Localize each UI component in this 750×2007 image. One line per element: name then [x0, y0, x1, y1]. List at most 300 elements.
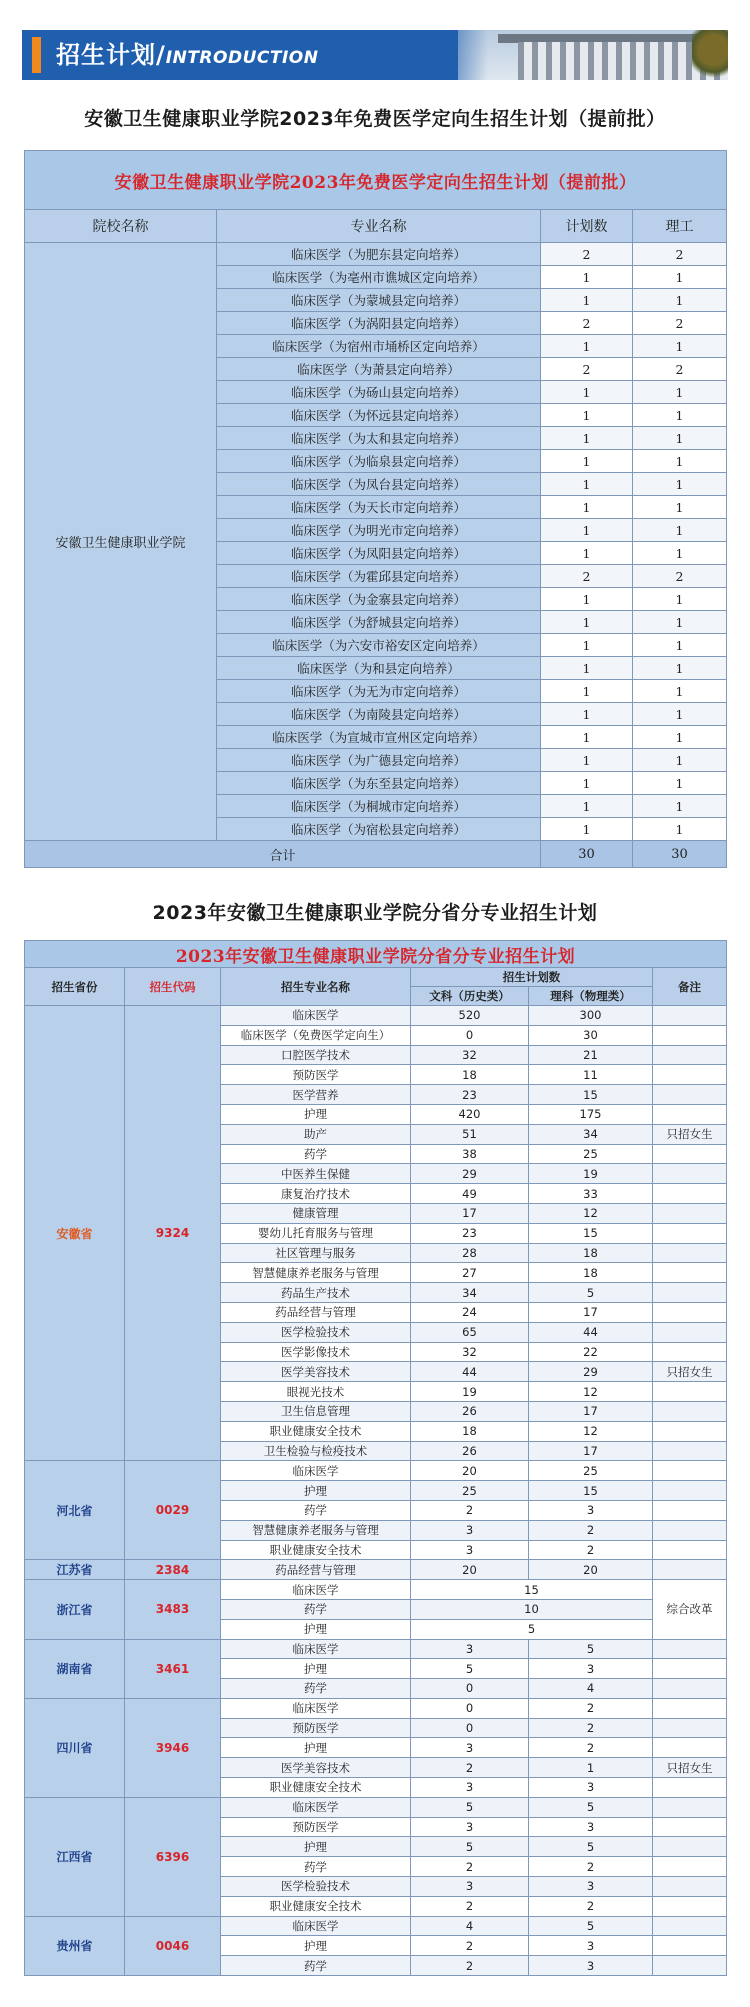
- note-cell: [653, 1184, 727, 1204]
- major-cell: 护理: [221, 1837, 411, 1857]
- major-cell: 职业健康安全技术: [221, 1540, 411, 1560]
- code-cell: 3461: [125, 1639, 221, 1698]
- sci-count-cell: 25: [529, 1461, 653, 1481]
- note-cell: [653, 1778, 727, 1798]
- arts-count-cell: 3: [411, 1520, 529, 1540]
- note-cell: [653, 1065, 727, 1085]
- major-cell: 临床医学（为蒙城县定向培养）: [217, 289, 541, 312]
- science-count-cell: 1: [633, 611, 727, 634]
- plan-count-cell: 1: [541, 335, 633, 358]
- arts-count-cell: 520: [411, 1006, 529, 1026]
- sci-count-cell: 3: [529, 1500, 653, 1520]
- arts-count-cell: 0: [411, 1679, 529, 1699]
- major-cell: 临床医学（为宣城市宣州区定向培养）: [217, 726, 541, 749]
- sci-count-cell: 12: [529, 1421, 653, 1441]
- note-cell: 只招女生: [653, 1362, 727, 1382]
- note-cell: [653, 1223, 727, 1243]
- arts-count-cell: 2: [411, 1857, 529, 1877]
- arts-count-cell: 18: [411, 1065, 529, 1085]
- science-count-cell: 2: [633, 565, 727, 588]
- major-cell: 临床医学（为亳州市谯城区定向培养）: [217, 266, 541, 289]
- sci-count-cell: 15: [529, 1223, 653, 1243]
- plan-total-cell: 5: [411, 1619, 653, 1639]
- major-cell: 临床医学（为六安市裕安区定向培养）: [217, 634, 541, 657]
- major-cell: 临床医学（免费医学定向生）: [221, 1025, 411, 1045]
- table1-caption: 安徽卫生健康职业学院2023年免费医学定向生招生计划（提前批）: [25, 151, 727, 210]
- sci-count-cell: 5: [529, 1797, 653, 1817]
- table-row: [25, 1698, 727, 1718]
- science-count-cell: 1: [633, 381, 727, 404]
- plan-count-cell: 1: [541, 749, 633, 772]
- plan-count-cell: 1: [541, 588, 633, 611]
- sci-count-cell: 21: [529, 1045, 653, 1065]
- code-cell: 2384: [125, 1560, 221, 1580]
- major-cell: 口腔医学技术: [221, 1045, 411, 1065]
- major-cell: 临床医学（为无为市定向培养）: [217, 680, 541, 703]
- sci-count-cell: 5: [529, 1837, 653, 1857]
- header-code: 招生代码: [125, 968, 221, 1006]
- province-cell: 江西省: [25, 1797, 125, 1916]
- table-row: [25, 1006, 727, 1026]
- major-cell: 卫生检验与检疫技术: [221, 1441, 411, 1461]
- major-cell: 药学: [221, 1857, 411, 1877]
- code-cell: 0029: [125, 1461, 221, 1560]
- major-cell: 护理: [221, 1619, 411, 1639]
- plan-count-cell: 1: [541, 496, 633, 519]
- plan-count-cell: 1: [541, 726, 633, 749]
- major-cell: 预防医学: [221, 1065, 411, 1085]
- sci-count-cell: 30: [529, 1025, 653, 1045]
- plan-count-cell: 1: [541, 542, 633, 565]
- note-cell: [653, 1738, 727, 1758]
- major-cell: 护理: [221, 1659, 411, 1679]
- plan-count-cell: 1: [541, 427, 633, 450]
- arts-count-cell: 0: [411, 1698, 529, 1718]
- arts-count-cell: 5: [411, 1837, 529, 1857]
- plan-count-cell: 1: [541, 381, 633, 404]
- note-cell: [653, 1342, 727, 1362]
- header-plan-count: 招生计划数: [411, 968, 653, 987]
- province-cell: 贵州省: [25, 1916, 125, 1975]
- plan-count-cell: 1: [541, 795, 633, 818]
- plan-count-cell: 1: [541, 634, 633, 657]
- header-banner: [22, 30, 728, 80]
- major-cell: 中医养生保健: [221, 1164, 411, 1184]
- header-plan: 计划数: [541, 210, 633, 243]
- note-cell: [653, 1560, 727, 1580]
- major-cell: 药品经营与管理: [221, 1560, 411, 1580]
- major-cell: 医学检验技术: [221, 1877, 411, 1897]
- province-cell: 河北省: [25, 1461, 125, 1560]
- arts-count-cell: 20: [411, 1461, 529, 1481]
- major-cell: 护理: [221, 1104, 411, 1124]
- major-cell: 药品生产技术: [221, 1283, 411, 1303]
- header-note: 备注: [653, 968, 727, 1006]
- arts-count-cell: 0: [411, 1025, 529, 1045]
- note-cell: [653, 1916, 727, 1936]
- note-cell: [653, 1857, 727, 1877]
- note-cell: [653, 1461, 727, 1481]
- code-cell: 9324: [125, 1006, 221, 1461]
- note-cell: [653, 1797, 727, 1817]
- banner-title: [56, 39, 318, 74]
- arts-count-cell: 17: [411, 1203, 529, 1223]
- arts-count-cell: 49: [411, 1184, 529, 1204]
- arts-count-cell: 23: [411, 1223, 529, 1243]
- major-cell: 助产: [221, 1124, 411, 1144]
- major-cell: 社区管理与服务: [221, 1243, 411, 1263]
- sci-count-cell: 18: [529, 1243, 653, 1263]
- total-plan: 30: [541, 841, 633, 868]
- science-count-cell: 1: [633, 795, 727, 818]
- major-cell: 医学营养: [221, 1085, 411, 1105]
- plan-count-cell: 1: [541, 772, 633, 795]
- sci-count-cell: 3: [529, 1778, 653, 1798]
- major-cell: 护理: [221, 1481, 411, 1501]
- major-cell: 临床医学（为肥东县定向培养）: [217, 243, 541, 266]
- arts-count-cell: 3: [411, 1738, 529, 1758]
- total-science: 30: [633, 841, 727, 868]
- sci-count-cell: 15: [529, 1085, 653, 1105]
- science-count-cell: 1: [633, 473, 727, 496]
- sci-count-cell: 3: [529, 1817, 653, 1837]
- sci-count-cell: 3: [529, 1936, 653, 1956]
- major-cell: 临床医学（为怀远县定向培养）: [217, 404, 541, 427]
- sci-count-cell: 3: [529, 1956, 653, 1976]
- arts-count-cell: 65: [411, 1322, 529, 1342]
- arts-count-cell: 23: [411, 1085, 529, 1105]
- science-count-cell: 1: [633, 657, 727, 680]
- major-cell: 临床医学: [221, 1580, 411, 1600]
- arts-count-cell: 32: [411, 1045, 529, 1065]
- province-cell: 江苏省: [25, 1560, 125, 1580]
- major-cell: 临床医学（为南陵县定向培养）: [217, 703, 541, 726]
- arts-count-cell: 25: [411, 1481, 529, 1501]
- header-arts: 文科（历史类）: [411, 987, 529, 1006]
- major-cell: 临床医学（为宿州市埇桥区定向培养）: [217, 335, 541, 358]
- note-cell: [653, 1144, 727, 1164]
- arts-count-cell: 51: [411, 1124, 529, 1144]
- arts-count-cell: 5: [411, 1659, 529, 1679]
- arts-count-cell: 38: [411, 1144, 529, 1164]
- note-cell: 综合改革: [653, 1580, 727, 1639]
- sci-count-cell: 2: [529, 1698, 653, 1718]
- major-cell: 眼视光技术: [221, 1382, 411, 1402]
- major-cell: 临床医学（为桐城市定向培养）: [217, 795, 541, 818]
- sci-count-cell: 17: [529, 1302, 653, 1322]
- sci-count-cell: 18: [529, 1263, 653, 1283]
- science-count-cell: 1: [633, 427, 727, 450]
- sci-count-cell: 1: [529, 1758, 653, 1778]
- code-cell: 3483: [125, 1580, 221, 1639]
- plan-count-cell: 1: [541, 680, 633, 703]
- arts-count-cell: 2: [411, 1758, 529, 1778]
- major-cell: 临床医学（为明光市定向培养）: [217, 519, 541, 542]
- science-count-cell: 1: [633, 588, 727, 611]
- plan-count-cell: 1: [541, 519, 633, 542]
- major-cell: 医学美容技术: [221, 1362, 411, 1382]
- sci-count-cell: 29: [529, 1362, 653, 1382]
- province-cell: 安徽省: [25, 1006, 125, 1461]
- major-cell: 药学: [221, 1956, 411, 1976]
- note-cell: [653, 1659, 727, 1679]
- plan-count-cell: 2: [541, 565, 633, 588]
- major-cell: 职业健康安全技术: [221, 1421, 411, 1441]
- major-cell: 职业健康安全技术: [221, 1896, 411, 1916]
- plan-count-cell: 1: [541, 703, 633, 726]
- note-cell: [653, 1283, 727, 1303]
- major-cell: 职业健康安全技术: [221, 1778, 411, 1798]
- plan-count-cell: 2: [541, 358, 633, 381]
- arts-count-cell: 2: [411, 1896, 529, 1916]
- sci-count-cell: 25: [529, 1144, 653, 1164]
- major-cell: 医学检验技术: [221, 1322, 411, 1342]
- note-cell: [653, 1441, 727, 1461]
- major-cell: 药品经营与管理: [221, 1302, 411, 1322]
- code-cell: 6396: [125, 1797, 221, 1916]
- major-cell: 护理: [221, 1738, 411, 1758]
- major-cell: 健康管理: [221, 1203, 411, 1223]
- science-count-cell: 1: [633, 542, 727, 565]
- plan-total-cell: 15: [411, 1580, 653, 1600]
- note-cell: 只招女生: [653, 1758, 727, 1778]
- major-cell: 智慧健康养老服务与管理: [221, 1520, 411, 1540]
- science-count-cell: 2: [633, 312, 727, 335]
- note-cell: [653, 1263, 727, 1283]
- sci-count-cell: 3: [529, 1877, 653, 1897]
- major-cell: 预防医学: [221, 1817, 411, 1837]
- note-cell: [653, 1520, 727, 1540]
- sci-count-cell: 2: [529, 1520, 653, 1540]
- table-row: [25, 1639, 727, 1659]
- code-cell: 0046: [125, 1916, 221, 1975]
- table-row: [25, 243, 727, 266]
- major-cell: 临床医学（为霍邱县定向培养）: [217, 565, 541, 588]
- targeted-plan-table: [24, 150, 727, 868]
- arts-count-cell: 3: [411, 1778, 529, 1798]
- sci-count-cell: 4: [529, 1679, 653, 1699]
- note-cell: [653, 1500, 727, 1520]
- sci-count-cell: 12: [529, 1382, 653, 1402]
- major-cell: 临床医学: [221, 1797, 411, 1817]
- major-cell: 医学影像技术: [221, 1342, 411, 1362]
- note-cell: [653, 1382, 727, 1402]
- sci-count-cell: 11: [529, 1065, 653, 1085]
- building-photo: [458, 30, 728, 80]
- header-major: 专业名称: [217, 210, 541, 243]
- major-cell: 临床医学（为金寨县定向培养）: [217, 588, 541, 611]
- note-cell: [653, 1025, 727, 1045]
- sci-count-cell: 2: [529, 1718, 653, 1738]
- note-cell: [653, 1045, 727, 1065]
- major-cell: 临床医学（为宿松县定向培养）: [217, 818, 541, 841]
- arts-count-cell: 20: [411, 1560, 529, 1580]
- banner-title-en: INTRODUCTION: [165, 48, 319, 68]
- sci-count-cell: 19: [529, 1164, 653, 1184]
- arts-count-cell: 18: [411, 1421, 529, 1441]
- major-cell: 临床医学: [221, 1006, 411, 1026]
- arts-count-cell: 2: [411, 1936, 529, 1956]
- plan-count-cell: 2: [541, 243, 633, 266]
- sci-count-cell: 3: [529, 1659, 653, 1679]
- major-cell: 康复治疗技术: [221, 1184, 411, 1204]
- header-major-name: 招生专业名称: [221, 968, 411, 1006]
- sci-count-cell: 5: [529, 1916, 653, 1936]
- note-cell: [653, 1481, 727, 1501]
- arts-count-cell: 27: [411, 1263, 529, 1283]
- sci-count-cell: 2: [529, 1738, 653, 1758]
- note-cell: [653, 1104, 727, 1124]
- arts-count-cell: 34: [411, 1283, 529, 1303]
- note-cell: [653, 1401, 727, 1421]
- arts-count-cell: 3: [411, 1540, 529, 1560]
- science-count-cell: 1: [633, 289, 727, 312]
- major-cell: 临床医学: [221, 1916, 411, 1936]
- arts-count-cell: 29: [411, 1164, 529, 1184]
- banner-title-cn: 招生计划/: [56, 41, 166, 69]
- major-cell: 临床医学（为萧县定向培养）: [217, 358, 541, 381]
- major-cell: 医学美容技术: [221, 1758, 411, 1778]
- arts-count-cell: 28: [411, 1243, 529, 1263]
- plan-count-cell: 1: [541, 450, 633, 473]
- header-province: 招生省份: [25, 968, 125, 1006]
- major-cell: 预防医学: [221, 1718, 411, 1738]
- science-count-cell: 1: [633, 335, 727, 358]
- table-row: [25, 1797, 727, 1817]
- code-cell: 3946: [125, 1698, 221, 1797]
- note-cell: [653, 1164, 727, 1184]
- sci-count-cell: 12: [529, 1203, 653, 1223]
- table-row: [25, 1560, 727, 1580]
- note-cell: [653, 1421, 727, 1441]
- major-cell: 临床医学（为临泉县定向培养）: [217, 450, 541, 473]
- major-cell: 临床医学（为舒城县定向培养）: [217, 611, 541, 634]
- section2-heading: 2023年安徽卫生健康职业学院分省分专业招生计划: [152, 902, 598, 924]
- major-cell: 药学: [221, 1144, 411, 1164]
- table-row: [25, 1580, 727, 1600]
- arts-count-cell: 26: [411, 1441, 529, 1461]
- science-count-cell: 1: [633, 726, 727, 749]
- sci-count-cell: 2: [529, 1857, 653, 1877]
- note-cell: [653, 1203, 727, 1223]
- note-cell: [653, 1085, 727, 1105]
- arts-count-cell: 2: [411, 1500, 529, 1520]
- major-cell: 临床医学（为太和县定向培养）: [217, 427, 541, 450]
- sci-count-cell: 15: [529, 1481, 653, 1501]
- note-cell: [653, 1243, 727, 1263]
- province-plan-table: [24, 940, 727, 1976]
- table-row: [25, 1461, 727, 1481]
- note-cell: [653, 1639, 727, 1659]
- table2-caption: 2023年安徽卫生健康职业学院分省分专业招生计划: [25, 941, 727, 968]
- table-row: [25, 1916, 727, 1936]
- major-cell: 卫生信息管理: [221, 1401, 411, 1421]
- major-cell: 婴幼儿托育服务与管理: [221, 1223, 411, 1243]
- sci-count-cell: 17: [529, 1441, 653, 1461]
- sci-count-cell: 300: [529, 1006, 653, 1026]
- arts-count-cell: 32: [411, 1342, 529, 1362]
- major-cell: 药学: [221, 1500, 411, 1520]
- major-cell: 临床医学（为凤阳县定向培养）: [217, 542, 541, 565]
- science-count-cell: 1: [633, 818, 727, 841]
- sci-count-cell: 22: [529, 1342, 653, 1362]
- header-science: 理工: [633, 210, 727, 243]
- note-cell: [653, 1837, 727, 1857]
- plan-count-cell: 1: [541, 289, 633, 312]
- sci-count-cell: 44: [529, 1322, 653, 1342]
- section1-heading: 安徽卫生健康职业学院2023年免费医学定向生招生计划（提前批）: [84, 108, 666, 130]
- note-cell: [653, 1896, 727, 1916]
- arts-count-cell: 420: [411, 1104, 529, 1124]
- arts-count-cell: 3: [411, 1817, 529, 1837]
- major-cell: 临床医学（为砀山县定向培养）: [217, 381, 541, 404]
- major-cell: 临床医学（为东至县定向培养）: [217, 772, 541, 795]
- plan-count-cell: 1: [541, 473, 633, 496]
- plan-count-cell: 2: [541, 312, 633, 335]
- sci-count-cell: 5: [529, 1639, 653, 1659]
- science-count-cell: 1: [633, 680, 727, 703]
- arts-count-cell: 2: [411, 1956, 529, 1976]
- note-cell: [653, 1302, 727, 1322]
- major-cell: 临床医学: [221, 1639, 411, 1659]
- science-count-cell: 1: [633, 634, 727, 657]
- province-cell: 湖南省: [25, 1639, 125, 1698]
- plan-count-cell: 1: [541, 657, 633, 680]
- note-cell: [653, 1322, 727, 1342]
- plan-count-cell: 1: [541, 266, 633, 289]
- header-school: 院校名称: [25, 210, 217, 243]
- science-count-cell: 1: [633, 749, 727, 772]
- science-count-cell: 1: [633, 703, 727, 726]
- note-cell: [653, 1936, 727, 1956]
- note-cell: [653, 1718, 727, 1738]
- sci-count-cell: 20: [529, 1560, 653, 1580]
- sci-count-cell: 5: [529, 1283, 653, 1303]
- major-cell: 药学: [221, 1599, 411, 1619]
- note-cell: [653, 1817, 727, 1837]
- plan-count-cell: 1: [541, 611, 633, 634]
- major-cell: 临床医学: [221, 1698, 411, 1718]
- note-cell: [653, 1540, 727, 1560]
- science-count-cell: 1: [633, 519, 727, 542]
- science-count-cell: 1: [633, 266, 727, 289]
- major-cell: 临床医学（为和县定向培养）: [217, 657, 541, 680]
- major-cell: 护理: [221, 1936, 411, 1956]
- science-count-cell: 1: [633, 450, 727, 473]
- arts-count-cell: 19: [411, 1382, 529, 1402]
- arts-count-cell: 3: [411, 1639, 529, 1659]
- plan-count-cell: 1: [541, 404, 633, 427]
- arts-count-cell: 24: [411, 1302, 529, 1322]
- arts-count-cell: 5: [411, 1797, 529, 1817]
- major-cell: 临床医学（为广德县定向培养）: [217, 749, 541, 772]
- major-cell: 临床医学（为凤台县定向培养）: [217, 473, 541, 496]
- header-sci: 理科（物理类）: [529, 987, 653, 1006]
- note-cell: [653, 1698, 727, 1718]
- note-cell: [653, 1006, 727, 1026]
- sci-count-cell: 175: [529, 1104, 653, 1124]
- major-cell: 临床医学（为天长市定向培养）: [217, 496, 541, 519]
- science-count-cell: 2: [633, 358, 727, 381]
- major-cell: 智慧健康养老服务与管理: [221, 1263, 411, 1283]
- note-cell: 只招女生: [653, 1124, 727, 1144]
- plan-total-cell: 10: [411, 1599, 653, 1619]
- province-cell: 四川省: [25, 1698, 125, 1797]
- plan-count-cell: 1: [541, 818, 633, 841]
- major-cell: 药学: [221, 1679, 411, 1699]
- school-name-cell: 安徽卫生健康职业学院: [25, 243, 217, 841]
- arts-count-cell: 3: [411, 1877, 529, 1897]
